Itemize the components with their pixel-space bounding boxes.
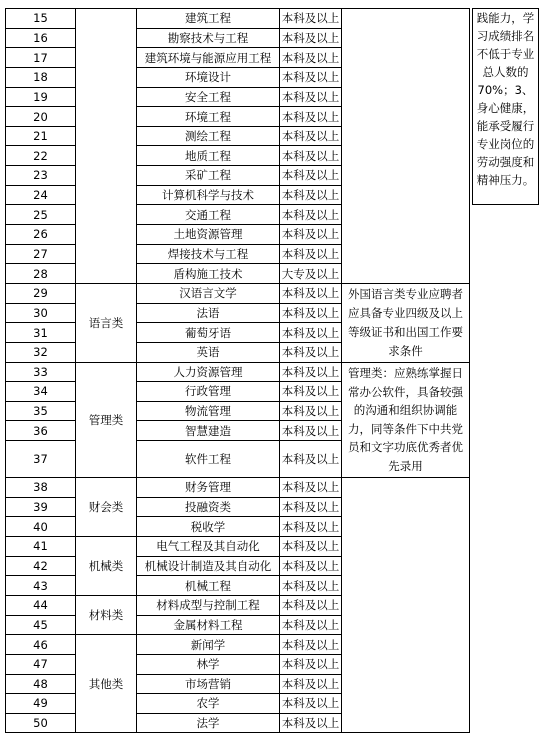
major-name-cell: 建筑环境与能源应用工程 bbox=[137, 48, 280, 68]
row-number-cell: 35 bbox=[6, 401, 76, 421]
row-number-cell: 31 bbox=[6, 323, 76, 343]
category-cell: 其他类 bbox=[76, 635, 137, 733]
degree-cell: 本科及以上 bbox=[280, 283, 342, 303]
degree-cell: 本科及以上 bbox=[280, 421, 342, 441]
major-name-cell: 采矿工程 bbox=[137, 166, 280, 186]
degree-cell: 本科及以上 bbox=[280, 674, 342, 694]
degree-cell: 本科及以上 bbox=[280, 713, 342, 733]
major-name-cell: 金属材料工程 bbox=[137, 615, 280, 635]
degree-cell: 本科及以上 bbox=[280, 382, 342, 402]
row-number-cell: 26 bbox=[6, 225, 76, 245]
degree-cell: 本科及以上 bbox=[280, 28, 342, 48]
row-number-cell: 48 bbox=[6, 674, 76, 694]
degree-cell: 本科及以上 bbox=[280, 497, 342, 517]
degree-cell: 本科及以上 bbox=[280, 694, 342, 714]
row-number-cell: 34 bbox=[6, 382, 76, 402]
degree-cell: 本科及以上 bbox=[280, 615, 342, 635]
row-number-cell: 33 bbox=[6, 362, 76, 382]
major-name-cell: 地质工程 bbox=[137, 146, 280, 166]
major-name-cell: 机械工程 bbox=[137, 576, 280, 596]
row-number-cell: 47 bbox=[6, 654, 76, 674]
major-name-cell: 葡萄牙语 bbox=[137, 323, 280, 343]
row-number-cell: 25 bbox=[6, 205, 76, 225]
major-name-cell: 勘察技术与工程 bbox=[137, 28, 280, 48]
row-number-cell: 36 bbox=[6, 421, 76, 441]
degree-cell: 本科及以上 bbox=[280, 401, 342, 421]
degree-cell: 本科及以上 bbox=[280, 303, 342, 323]
row-number-cell: 16 bbox=[6, 28, 76, 48]
category-cell: 财会类 bbox=[76, 478, 137, 537]
degree-cell: 本科及以上 bbox=[280, 595, 342, 615]
row-number-cell: 42 bbox=[6, 556, 76, 576]
special-requirement-cell: 管理类：应熟练掌握日常办公软件，具备较强的沟通和组织协调能力，同等条件下中共党员和文字功底优秀者优先录用 bbox=[342, 362, 470, 478]
row-number-cell: 20 bbox=[6, 107, 76, 127]
major-name-cell: 环境设计 bbox=[137, 67, 280, 87]
degree-cell: 本科及以上 bbox=[280, 67, 342, 87]
major-name-cell: 环境工程 bbox=[137, 107, 280, 127]
degree-cell: 本科及以上 bbox=[280, 323, 342, 343]
major-name-cell: 英语 bbox=[137, 342, 280, 362]
major-name-cell: 财务管理 bbox=[137, 478, 280, 498]
row-number-cell: 22 bbox=[6, 146, 76, 166]
major-name-cell: 林学 bbox=[137, 654, 280, 674]
major-name-cell: 行政管理 bbox=[137, 382, 280, 402]
table-row bbox=[6, 283, 539, 303]
row-number-cell: 19 bbox=[6, 87, 76, 107]
major-name-cell: 汉语言文学 bbox=[137, 283, 280, 303]
major-name-cell: 软件工程 bbox=[137, 441, 280, 478]
special-requirement-cell: 外国语言类专业应聘者应具备专业四级及以上等级证书和出国工作要求条件 bbox=[342, 283, 470, 362]
row-number-cell: 23 bbox=[6, 166, 76, 186]
row-number-cell: 44 bbox=[6, 595, 76, 615]
degree-cell: 本科及以上 bbox=[280, 205, 342, 225]
major-name-cell: 人力资源管理 bbox=[137, 362, 280, 382]
row-number-cell: 49 bbox=[6, 694, 76, 714]
major-name-cell: 新闻学 bbox=[137, 635, 280, 655]
table-row bbox=[6, 9, 539, 29]
table-row bbox=[6, 478, 539, 498]
category-cell: 材料类 bbox=[76, 595, 137, 634]
major-name-cell: 电气工程及其自动化 bbox=[137, 537, 280, 557]
row-number-cell: 18 bbox=[6, 67, 76, 87]
major-name-cell: 盾构施工技术 bbox=[137, 264, 280, 284]
degree-cell: 本科及以上 bbox=[280, 146, 342, 166]
row-number-cell: 50 bbox=[6, 713, 76, 733]
major-name-cell: 物流管理 bbox=[137, 401, 280, 421]
major-name-cell: 建筑工程 bbox=[137, 9, 280, 29]
major-name-cell: 法语 bbox=[137, 303, 280, 323]
degree-cell: 本科及以上 bbox=[280, 517, 342, 537]
major-name-cell: 土地资源管理 bbox=[137, 225, 280, 245]
row-number-cell: 43 bbox=[6, 576, 76, 596]
degree-cell: 本科及以上 bbox=[280, 185, 342, 205]
degree-cell: 本科及以上 bbox=[280, 225, 342, 245]
row-number-cell: 29 bbox=[6, 283, 76, 303]
degree-cell: 本科及以上 bbox=[280, 107, 342, 127]
row-number-cell: 46 bbox=[6, 635, 76, 655]
degree-cell: 本科及以上 bbox=[280, 166, 342, 186]
degree-cell: 本科及以上 bbox=[280, 635, 342, 655]
row-number-cell: 15 bbox=[6, 9, 76, 29]
degree-cell: 本科及以上 bbox=[280, 126, 342, 146]
major-name-cell: 税收学 bbox=[137, 517, 280, 537]
degree-cell: 本科及以上 bbox=[280, 556, 342, 576]
major-name-cell: 农学 bbox=[137, 694, 280, 714]
major-name-cell: 焊接技术与工程 bbox=[137, 244, 280, 264]
row-number-cell: 27 bbox=[6, 244, 76, 264]
row-number-cell: 21 bbox=[6, 126, 76, 146]
degree-cell: 本科及以上 bbox=[280, 87, 342, 107]
degree-cell: 本科及以上 bbox=[280, 48, 342, 68]
degree-cell: 本科及以上 bbox=[280, 537, 342, 557]
degree-cell: 本科及以上 bbox=[280, 654, 342, 674]
major-name-cell: 材料成型与控制工程 bbox=[137, 595, 280, 615]
degree-cell: 本科及以上 bbox=[280, 478, 342, 498]
major-name-cell: 智慧建造 bbox=[137, 421, 280, 441]
row-number-cell: 37 bbox=[6, 441, 76, 478]
degree-cell: 本科及以上 bbox=[280, 244, 342, 264]
row-number-cell: 45 bbox=[6, 615, 76, 635]
row-number-cell: 17 bbox=[6, 48, 76, 68]
row-number-cell: 24 bbox=[6, 185, 76, 205]
row-number-cell: 40 bbox=[6, 517, 76, 537]
major-name-cell: 投融资类 bbox=[137, 497, 280, 517]
category-cell: 机械类 bbox=[76, 537, 137, 596]
major-name-cell: 市场营销 bbox=[137, 674, 280, 694]
degree-cell: 本科及以上 bbox=[280, 9, 342, 29]
row-number-cell: 38 bbox=[6, 478, 76, 498]
category-cell bbox=[76, 9, 137, 284]
major-name-cell: 测绘工程 bbox=[137, 126, 280, 146]
major-name-cell: 计算机科学与技术 bbox=[137, 185, 280, 205]
special-requirement-empty-cell bbox=[342, 478, 470, 733]
degree-cell: 本科及以上 bbox=[280, 362, 342, 382]
special-requirement-empty-cell bbox=[342, 9, 470, 284]
major-name-cell: 机械设计制造及其自动化 bbox=[137, 556, 280, 576]
row-number-cell: 39 bbox=[6, 497, 76, 517]
major-name-cell: 法学 bbox=[137, 713, 280, 733]
degree-cell: 本科及以上 bbox=[280, 441, 342, 478]
category-cell: 管理类 bbox=[76, 362, 137, 478]
table-row bbox=[6, 362, 539, 382]
row-number-cell: 32 bbox=[6, 342, 76, 362]
major-name-cell: 安全工程 bbox=[137, 87, 280, 107]
general-requirement-cell: 践能力，学习成绩排名不低于专业总人数的70%；3、身心健康，能承受履行专业岗位的劳动强度和精神压力。 bbox=[473, 9, 539, 205]
row-number-cell: 30 bbox=[6, 303, 76, 323]
degree-cell: 大专及以上 bbox=[280, 264, 342, 284]
degree-cell: 本科及以上 bbox=[280, 576, 342, 596]
majors-table bbox=[5, 8, 539, 733]
row-number-cell: 41 bbox=[6, 537, 76, 557]
major-name-cell: 交通工程 bbox=[137, 205, 280, 225]
category-cell: 语言类 bbox=[76, 283, 137, 362]
row-number-cell: 28 bbox=[6, 264, 76, 284]
degree-cell: 本科及以上 bbox=[280, 342, 342, 362]
